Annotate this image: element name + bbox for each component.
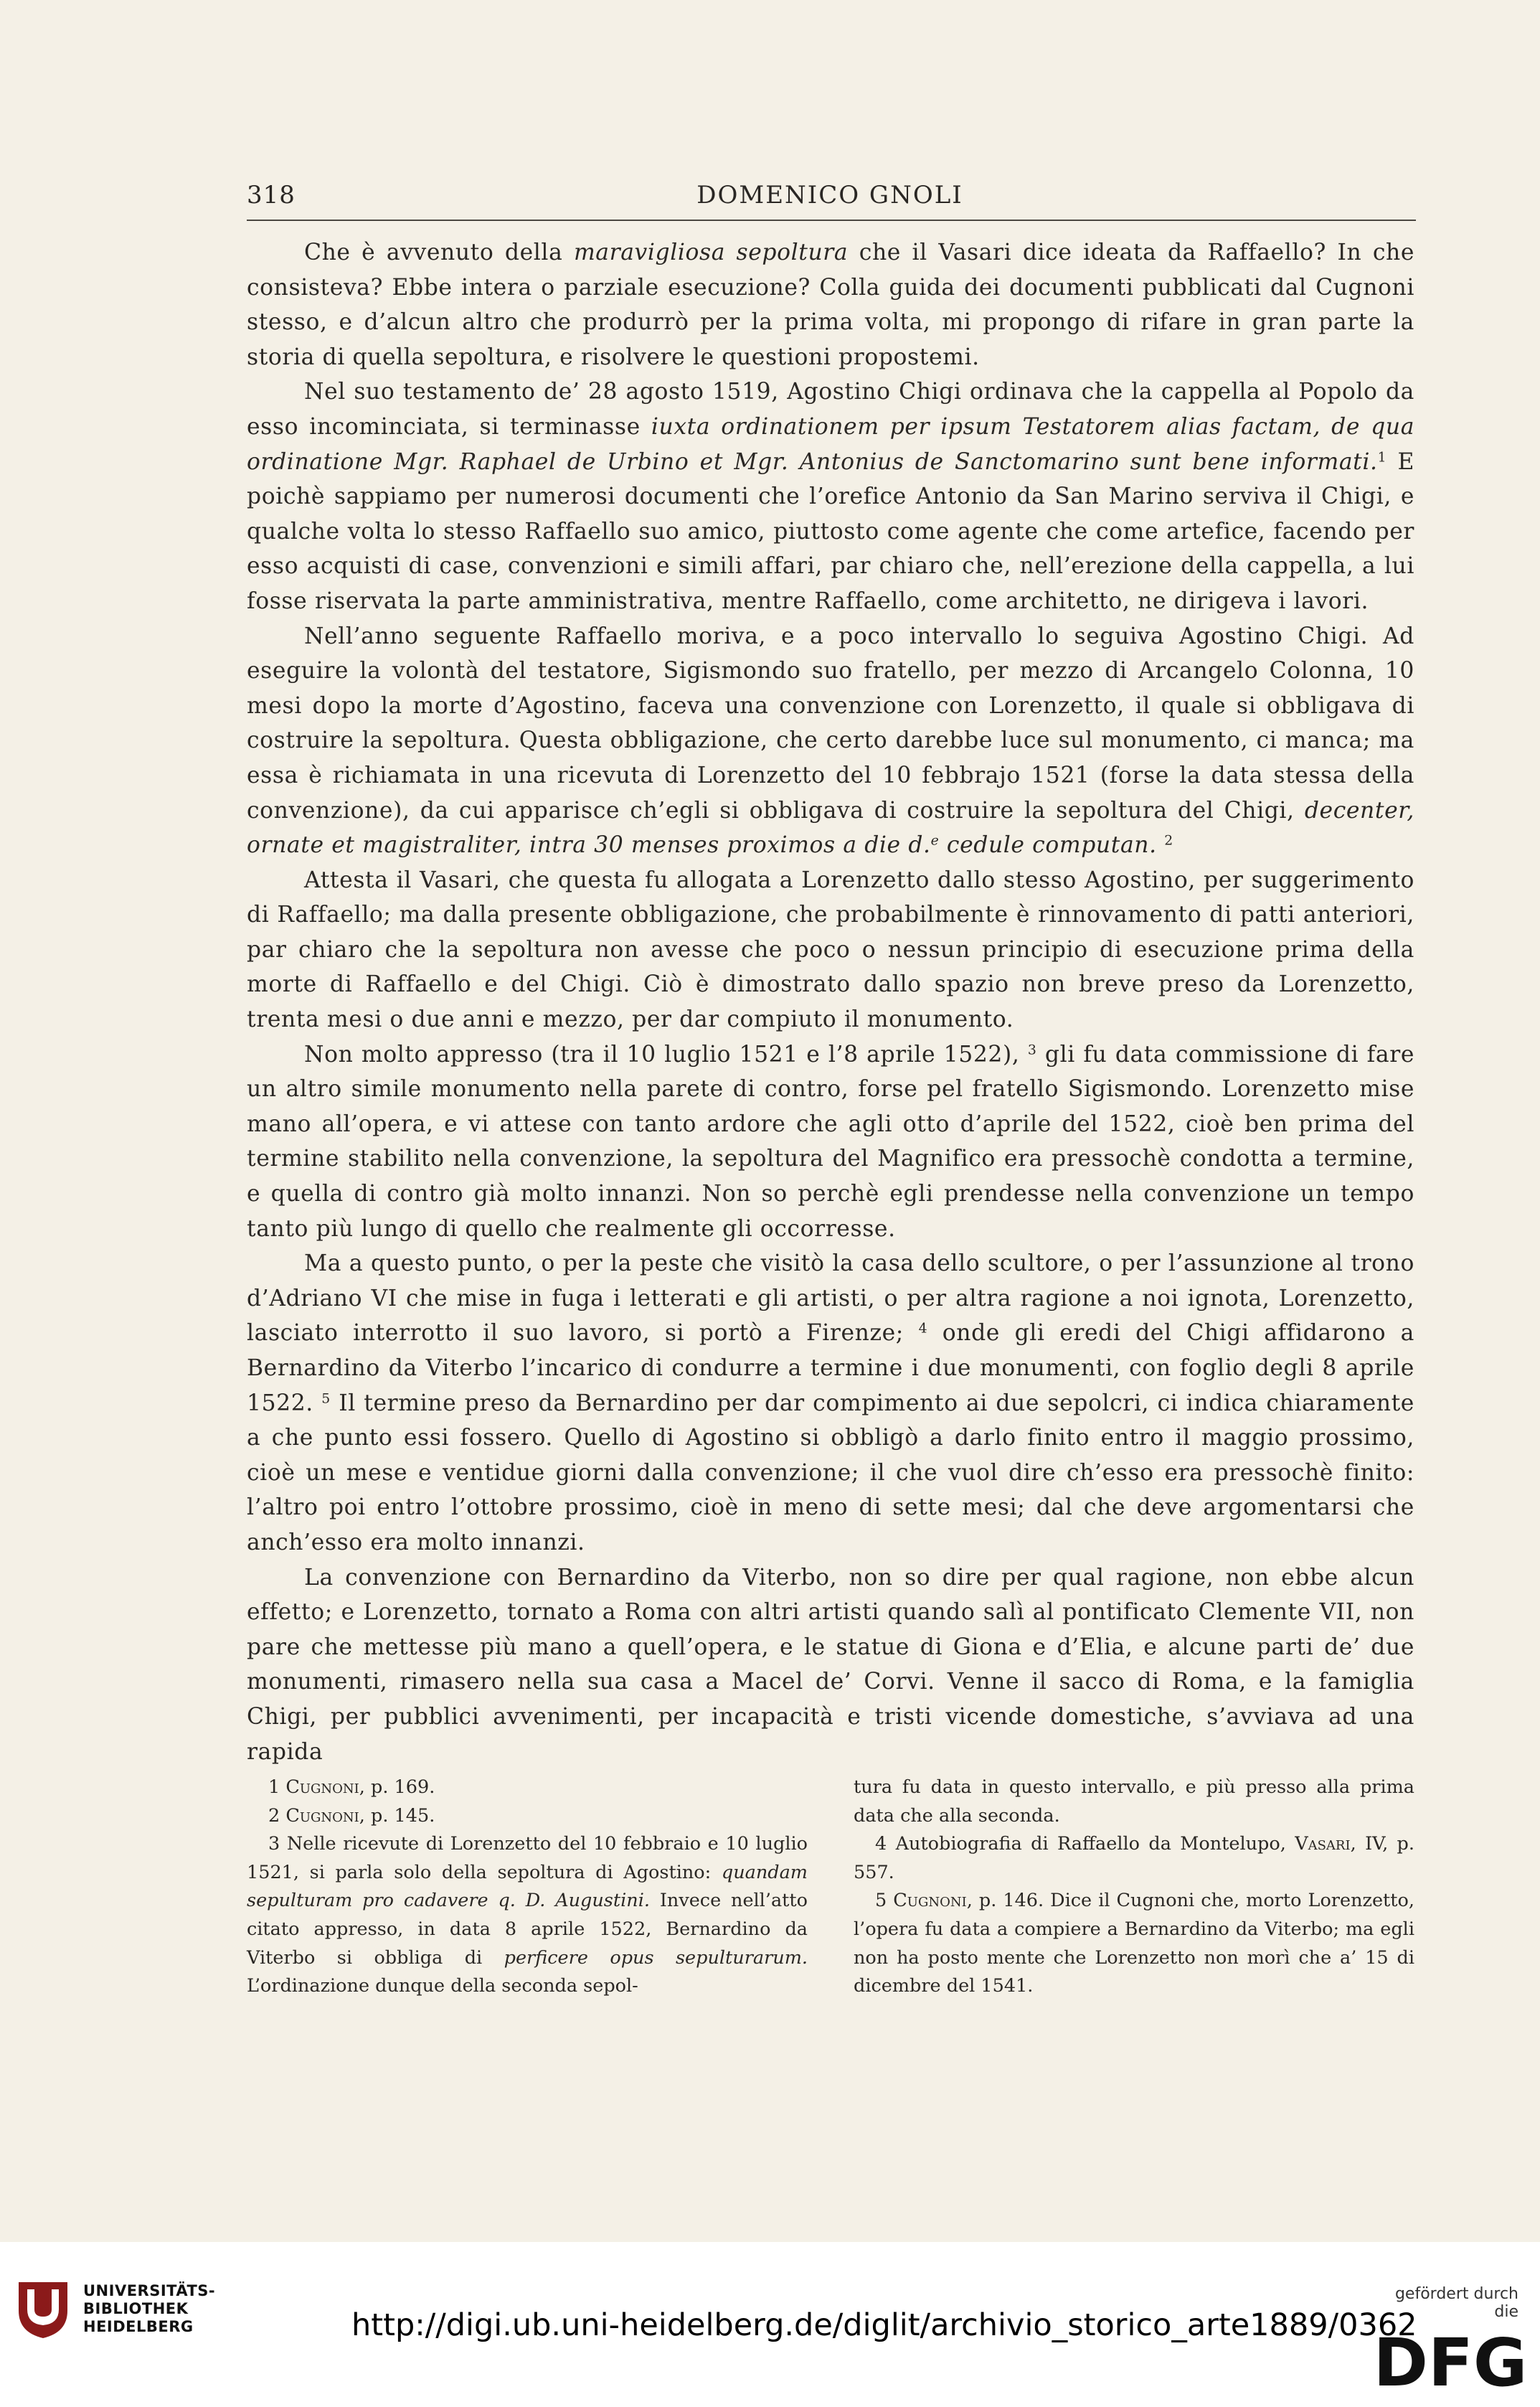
- library-seal-icon: [14, 2278, 72, 2340]
- footnotes-left-column: [247, 1774, 808, 2001]
- running-head: DOMENICO GNOLI: [696, 181, 963, 209]
- sponsor-caption: gefördert durch die: [1394, 2285, 1518, 2321]
- footnotes-right-column: [854, 1774, 1414, 2001]
- body-paragraph: Non molto appresso (tra il 10 luglio 1521 e l’8 aprile 1522), $^3$ gli fu data commissione di fare un altro simile monumento nella parete di contro, forse pel fratello Sigismondo. Lorenzetto mise mano all’opera, e vi attese con tanto ardore che agli otto d’aprile del 1522, cioè ben prima del termine stabilito nella convenzione, la sepoltura del Magnifico era pressochè condotta a termine, e quella di contro già molto innanzi. Non so perchè egli prendesse nella convenzione un tempo tanto più lungo di quello che realmente gli occorresse.: [247, 1041, 1414, 1242]
- body-paragraph: La convenzione con Bernardino da Viterbo, non so dire per qual ragione, non ebbe alcun effetto; e Lorenzetto, tornato a Roma con altri artisti quando salì al pontificato Clemente VII, non pare che mettesse più mano a quell’opera, e le statue di Giona e d’Elia, e alcune parti de’ due monumenti, rimasero nella sua casa a Macel de’ Corvi. Venne il sacco di Roma, e la famiglia Chigi, per pubblici avvenimenti, per incapacità e tristi vicende domestiche, s’avviava ad una rapida: [247, 1564, 1414, 1765]
- body-paragraph: Attesta il Vasari, che questa fu allogata a Lorenzetto dallo stesso Agostino, per suggerimento di Raffaello; ma dalla presente obbligazione, che probabilmente è rinnovamento di patti anteriori, par chiaro che la sepoltura non avesse che poco o nessun principio di esecuzione prima della morte di Raffaello e del Chigi. Ciò è dimostrato dallo spazio non breve preso da Lorenzetto, trenta mesi o due anni e mezzo, per dar compiuto il monumento.: [247, 867, 1414, 1033]
- body-paragraph: Nel suo testamento de’ 28 agosto 1519, Agostino Chigi ordinava che la cappella al Popolo da esso incominciata, si terminasse iuxta ordinationem per ipsum Testatorem alias factam, de qua ordinatione Mgr. Raphael de Urbino et Mgr. Antonius de Sanctomarino sunt bene informati.$^1$ E poichè sappiamo per numerosi documenti che l’orefice Antonio da San Marino serviva il Chigi, e qualche volta lo stesso Raffaello suo amico, piuttosto come agente che come artefice, facendo per esso acquisti di case, convenzioni e simili affari, par chiaro che, nell’erezione della cappella, a lui fosse riservata la parte amministrativa, mentre Raffaello, come architetto, ne dirigeva i lavori.: [247, 379, 1415, 614]
- library-name: UNIVERSITÄTS- BIBLIOTHEK HEIDELBERG: [83, 2282, 216, 2335]
- footnote: tura fu data in questo intervallo, e più presso alla prima data che alla seconda.: [854, 1776, 1414, 1827]
- page-number: 318: [247, 181, 296, 209]
- footnotes: [247, 1774, 1414, 2001]
- main-text: [247, 235, 1414, 1769]
- body-paragraph: Che è avvenuto della maravigliosa sepoltura che il Vasari dice ideata da Raffaello? In che consisteva? Ebbe intera o parziale esecuzione? Colla guida dei documenti pubblicati dal Cugnoni stesso, e d’alcun altro che produrrò per la prima volta, mi propongo di rifare in gran parte la storia di quella sepoltura, e risolvere le questioni propostemi.: [247, 240, 1414, 370]
- footnote: 2 Cugnoni, p. 145.: [268, 1804, 435, 1827]
- sponsor-block[interactable]: [1373, 2285, 1528, 2401]
- body-paragraph: Nell’anno seguente Raffaello moriva, e a poco intervallo lo seguiva Agostino Chigi. Ad eseguire la volontà del testatore, Sigismondo suo fratello, per mezzo di Arcangelo Colonna, 10 mesi dopo la morte d’Agostino, faceva una convenzione con Lorenzetto, il quale si obbligava di costruire la sepoltura. Questa obbligazione, che certo darebbe luce sul monumento, ci manca; ma essa è richiamata in una ricevuta di Lorenzetto del 10 febbrajo 1521 (forse la data stessa della convenzione), da cui apparisce ch’egli si obbligava di costruire la sepoltura del Chigi, decenter, ornate et magistraliter, intra 30 menses proximos a die d.$^e$ cedule computan. $^2$: [247, 623, 1414, 859]
- dfg-logo: [1373, 2324, 1528, 2401]
- footnote: 4 Autobiografia di Raffaello da Montelupo, Vasari, IV, p. 557.: [854, 1833, 1414, 1883]
- body-paragraph: Ma a questo punto, o per la peste che visitò la casa dello scultore, o per l’assunzione al trono d’Adriano VI che mise in fuga i letterati e gli artisti, o per altra ragione a noi ignota, Lorenzetto, lasciato interrotto il suo lavoro, si portò a Firenze; $^4$ onde gli eredi del Chigi affidarono a Bernardino da Viterbo l’incarico di condurre a termine i due monumenti, con foglio degli 8 aprile 1522. $^5$ Il termine preso da Bernardino per dar compimento ai due sepolcri, ci indica chiaramente a che punto essi fossero. Quello di Agostino si obbligò a darlo finito entro il maggio prossimo, cioè un mese e ventidue giorni dalla convenzione; il che vuol dire ch’esso era pressochè finito: l’altro poi entro l’ottobre prossimo, cioè in meno di sette mesi; dal che deve argomentarsi che anch’esso era molto innanzi.: [247, 1250, 1414, 1555]
- footnote: 1 Cugnoni, p. 169.: [268, 1776, 435, 1798]
- footnote: 5 Cugnoni, p. 146. Dice il Cugnoni che, morto Lorenzetto, l’opera fu data a compiere a Bernardino da Viterbo; ma egli non ha posto mente che Lorenzetto non morì che a’ 15 di dicembre del 1541.: [854, 1890, 1414, 1997]
- permalink-url[interactable]: http://digi.ub.uni-heidelberg.de/diglit/archivio_storico_arte1889/0362: [351, 2307, 1417, 2343]
- footnote: 3 Nelle ricevute di Lorenzetto del 10 febbraio e 10 luglio 1521, si parla solo della sepoltura di Agostino: quandam sepulturam pro cadavere q. D. Augustini. Invece nell’atto citato appresso, in data 8 aprile 1522, Bernardino da Viterbo si obbliga di perficere opus sepulturarum. L’ordinazione dunque della seconda sepol-: [247, 1833, 808, 1997]
- university-library-logo[interactable]: [14, 2278, 216, 2364]
- page-header: [247, 181, 1413, 212]
- svg-text:DFG: DFG: [1373, 2324, 1528, 2401]
- header-rule: [247, 220, 1416, 221]
